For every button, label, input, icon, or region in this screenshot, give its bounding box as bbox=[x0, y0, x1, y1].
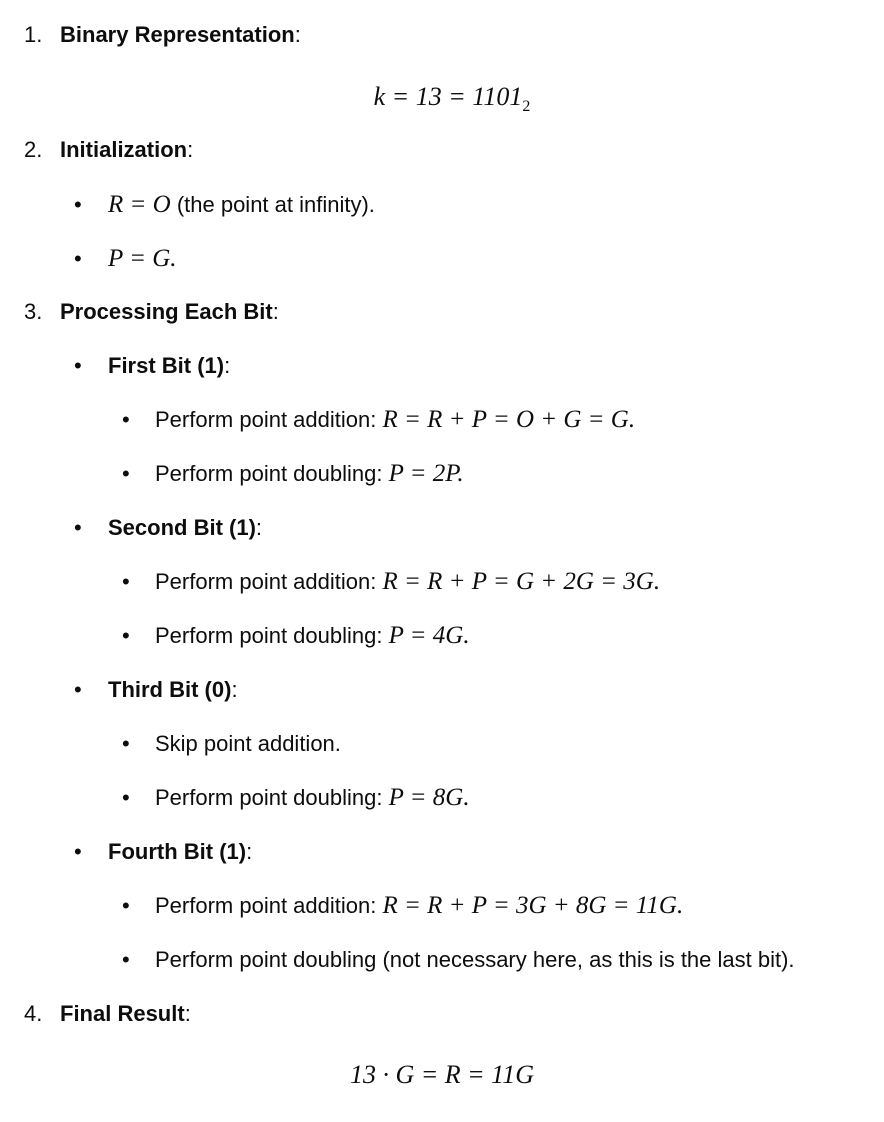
bullet: • bbox=[122, 461, 130, 486]
math: R = R + P = 3G + 8G = 11G. bbox=[382, 892, 684, 919]
math: R = R + P = G + 2G = 3G. bbox=[382, 568, 661, 595]
text: (the point at infinity). bbox=[170, 192, 375, 217]
math: P = 4G. bbox=[388, 622, 470, 649]
step-title: Initialization bbox=[60, 137, 188, 162]
math: P = G. bbox=[108, 245, 177, 272]
bullet: • bbox=[74, 677, 82, 702]
bit-title: First Bit (1) bbox=[108, 353, 225, 378]
text: Perform point doubling: bbox=[155, 461, 389, 486]
text: Perform point addition: bbox=[155, 407, 383, 432]
math: R = O bbox=[108, 191, 171, 218]
step-number: 4. bbox=[24, 1001, 43, 1026]
step-title: Binary Representation bbox=[60, 22, 295, 47]
bullet: • bbox=[74, 515, 82, 540]
colon: : bbox=[184, 1001, 191, 1026]
colon: : bbox=[255, 515, 263, 540]
bullet: • bbox=[122, 893, 130, 918]
step-number: 3. bbox=[24, 299, 43, 324]
colon: : bbox=[246, 839, 253, 864]
bullet: • bbox=[74, 192, 82, 217]
colon: : bbox=[231, 677, 238, 702]
bullet: • bbox=[74, 353, 82, 378]
bullet: • bbox=[122, 623, 130, 648]
math: P = 8G. bbox=[388, 784, 470, 811]
bullet: • bbox=[122, 569, 130, 594]
equation-subscript: 2 bbox=[522, 98, 531, 116]
bullet: • bbox=[122, 785, 130, 810]
display-equation bbox=[10, 80, 884, 114]
step-title: Final Result bbox=[60, 1001, 185, 1026]
colon: : bbox=[224, 353, 231, 378]
text: Perform point doubling: bbox=[155, 785, 389, 810]
colon: : bbox=[272, 299, 279, 324]
text: Skip point addition. bbox=[155, 731, 341, 756]
display-equation bbox=[0, 1058, 884, 1092]
colon: : bbox=[187, 137, 194, 162]
math: R = R + P = O + G = G. bbox=[382, 406, 636, 433]
bit-title: Fourth Bit (1) bbox=[108, 839, 247, 864]
text: Perform point addition: bbox=[155, 893, 383, 918]
text: Perform point doubling (not necessary here, as this is the last bit). bbox=[155, 947, 795, 972]
math: P = 2P. bbox=[388, 460, 464, 487]
step-number: 1. bbox=[24, 22, 43, 47]
step-number: 2. bbox=[24, 137, 43, 162]
bit-title: Second Bit (1) bbox=[108, 515, 256, 540]
bullet: • bbox=[122, 947, 130, 972]
equation-main: 13 · G = R = 11G bbox=[349, 1060, 535, 1089]
equation-main: k = 13 = 1101 bbox=[373, 82, 523, 111]
bullet: • bbox=[122, 731, 130, 756]
text: Perform point doubling: bbox=[155, 623, 389, 648]
bullet: • bbox=[74, 839, 82, 864]
step-title: Processing Each Bit bbox=[60, 299, 273, 324]
colon: : bbox=[294, 22, 301, 47]
bullet: • bbox=[74, 246, 82, 271]
bullet: • bbox=[122, 407, 130, 432]
bit-title: Third Bit (0) bbox=[108, 677, 232, 702]
text: Perform point addition: bbox=[155, 569, 383, 594]
